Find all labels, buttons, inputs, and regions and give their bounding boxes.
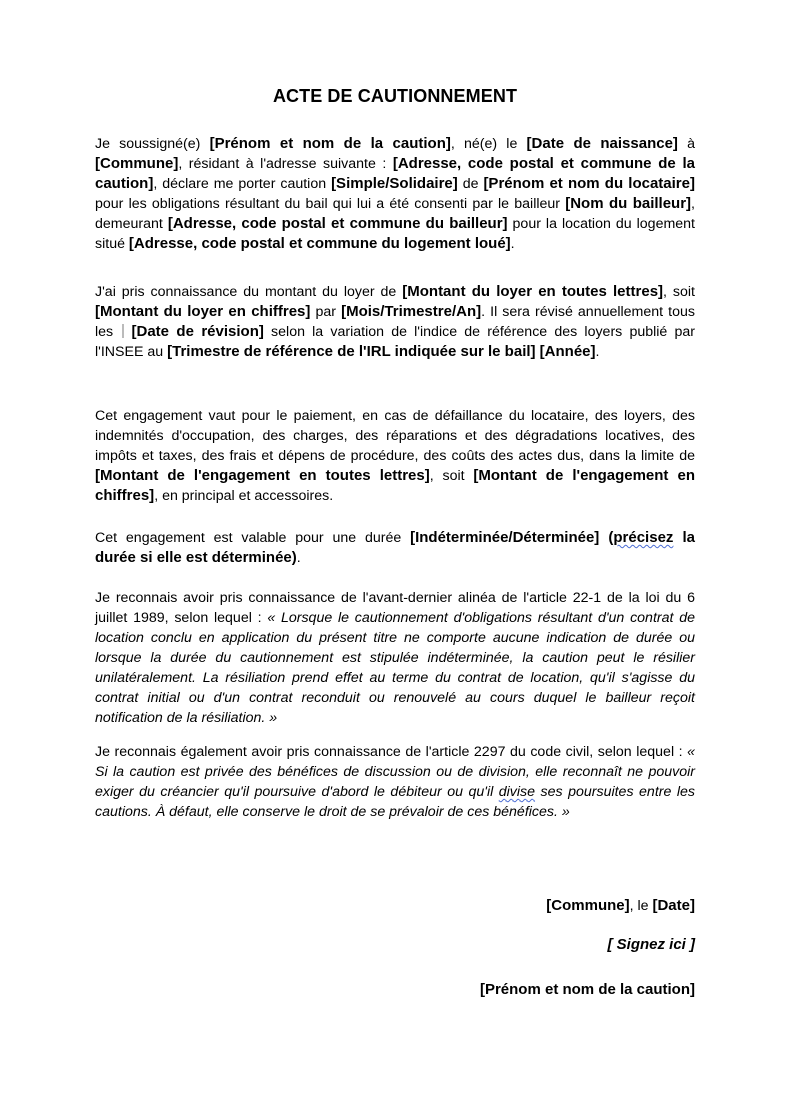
field-commune: [Commune] (95, 155, 179, 172)
spellcheck-word: divise (498, 784, 536, 800)
paragraph-parties: Je soussigné(e) [Prénom et nom de la caution], né(e) le [Date de naissance] à [Commune], résidant à l'adresse suivante : [Adresse, code postal et commune de la caution], déclare me porter caution [Simple/Solidaire] de [Prénom et nom du locataire] pour les obligations résultant du bail qui lui a été consenti par le bailleur [Nom du bailleur], demeurant [Adresse, code postal et commune du bailleur] pour la location du logement situé [Adresse, code postal et commune du logement loué]. (95, 135, 696, 252)
field-tenant-name: [Prénom et nom du locataire] (483, 175, 695, 192)
field-rent-words: [Montant du loyer en toutes lettres] (402, 283, 664, 300)
field-caution-name: [Prénom et nom de la caution] (209, 135, 451, 152)
field-dwelling-address: [Adresse, code postal et commune du logement loué] (128, 235, 511, 252)
paragraph-article-2297: Je reconnais également avoir pris connaissance de l'article 2297 du code civil, selon lequel : « Si la caution est privée des bénéfices de discussion ou de division, elle reconnaît ne pouvoir exiger du créancier qu'il poursuive d'abord le débiteur ou qu'il divise ses poursuites entre les cautions. À défaut, elle conserve le droit de se prévaloir de ces bénéfices. » (95, 744, 695, 820)
field-irl-quarter: [Trimestre de référence de l'IRL indiquée sur le bail] [Année] (167, 343, 596, 360)
field-engagement-figures: [Montant de l'engagement en chiffres] (95, 467, 695, 504)
field-landlord-name: [Nom du bailleur] (565, 195, 692, 212)
paragraph-article-22-1: Je reconnais avoir pris connaissance de l'avant-dernier alinéa de l'article 22-1 de la loi du 6 juillet 1989, selon lequel : « Lorsque le cautionnement d'obligations résultant d'un contrat de location conclu en application du présent titre ne comporte aucune indication de durée ou lorsque la durée du cautionnement est stipulée indéterminée, la caution peut le résilier unilatéralement. La résiliation prend effet au terme du contrat de location, qu'il s'agisse du contrat initial ou d'un contrat reconduit ou renouvelé au cours duquel le bailleur reçoit notification de la résiliation. » (95, 590, 695, 726)
paragraph-duration: Cet engagement est valable pour une durée [Indéterminée/Déterminée] (précisez la durée si elle est déterminée). (95, 529, 695, 566)
field-signature-date: [Date] (652, 897, 695, 914)
field-rent-figures: [Montant du loyer en chiffres] (95, 303, 311, 320)
field-birth-date: [Date de naissance] (526, 135, 678, 152)
field-caution-address: [Adresse, code postal et commune de la caution] (95, 155, 695, 192)
quote-article-22-1: « Lorsque le cautionnement d'obligations résultant d'un contrat de location conclu en application du présent titre ne comporte aucune indication de durée ou lorsque la durée du cautionnement est stipulée indéterminée, la caution peut le résilier unilatéralement. La résiliation prend effet au terme du contrat de location, qu'il s'agisse du contrat initial ou d'un contrat reconduit ou renouvelé au cours duquel le bailleur reçoit notification de la résiliation. » (95, 610, 695, 726)
text-cursor (122, 324, 124, 338)
field-revision-date: [Date de révision] (131, 323, 264, 340)
signature-here: [ Signez ici ] (607, 936, 695, 953)
paragraph-engagement-scope: Cet engagement vaut pour le paiement, en cas de défaillance du locataire, des loyers, des indemnités d'occupation, des charges, des réparations et des dégradations locatives, des impôts et taxes, des frais et dépens de procédure, des coûts des actes dus, dans la limite de [Montant de l'engagement en toutes lettres], soit [Montant de l'engagement en chiffres], en principal et accessoires. (95, 408, 695, 504)
field-rent-period: [Mois/Trimestre/An] (341, 303, 482, 320)
signature-place-date: [Commune], le [Date] (546, 897, 695, 914)
quote-article-2297: « Si la caution est privée des bénéfices de discussion ou de division, elle reconnaît ne pouvoir exiger du créancier qu'il poursuive d'abord le débiteur ou qu'il divise ses poursuites entre les cautions. À défaut, elle conserve le droit de se prévaloir de ces bénéfices. » (95, 744, 695, 820)
field-engagement-words: [Montant de l'engagement en toutes lettres] (95, 467, 430, 484)
spellcheck-word: précisez (613, 529, 674, 546)
field-duration: [Indéterminée/Déterminée] (précisez la durée si elle est déterminée) (95, 529, 695, 566)
field-landlord-address: [Adresse, code postal et commune du bailleur] (167, 215, 508, 232)
signature-name: [Prénom et nom de la caution] (479, 981, 695, 998)
document-title: ACTE DE CAUTIONNEMENT (272, 86, 518, 106)
field-signature-commune: [Commune] (546, 897, 630, 914)
field-caution-type: [Simple/Solidaire] (331, 175, 458, 192)
paragraph-rent: J'ai pris connaissance du montant du loyer de [Montant du loyer en toutes lettres], soit [Montant du loyer en chiffres] par [Mois/Trimestre/An]. Il sera révisé annuellement tous les [Date de révision] selon la variation de l'indice de référence des loyers publié par l'INSEE au [Trimestre de référence de l'IRL indiquée sur le bail] [Année]. (95, 283, 695, 360)
